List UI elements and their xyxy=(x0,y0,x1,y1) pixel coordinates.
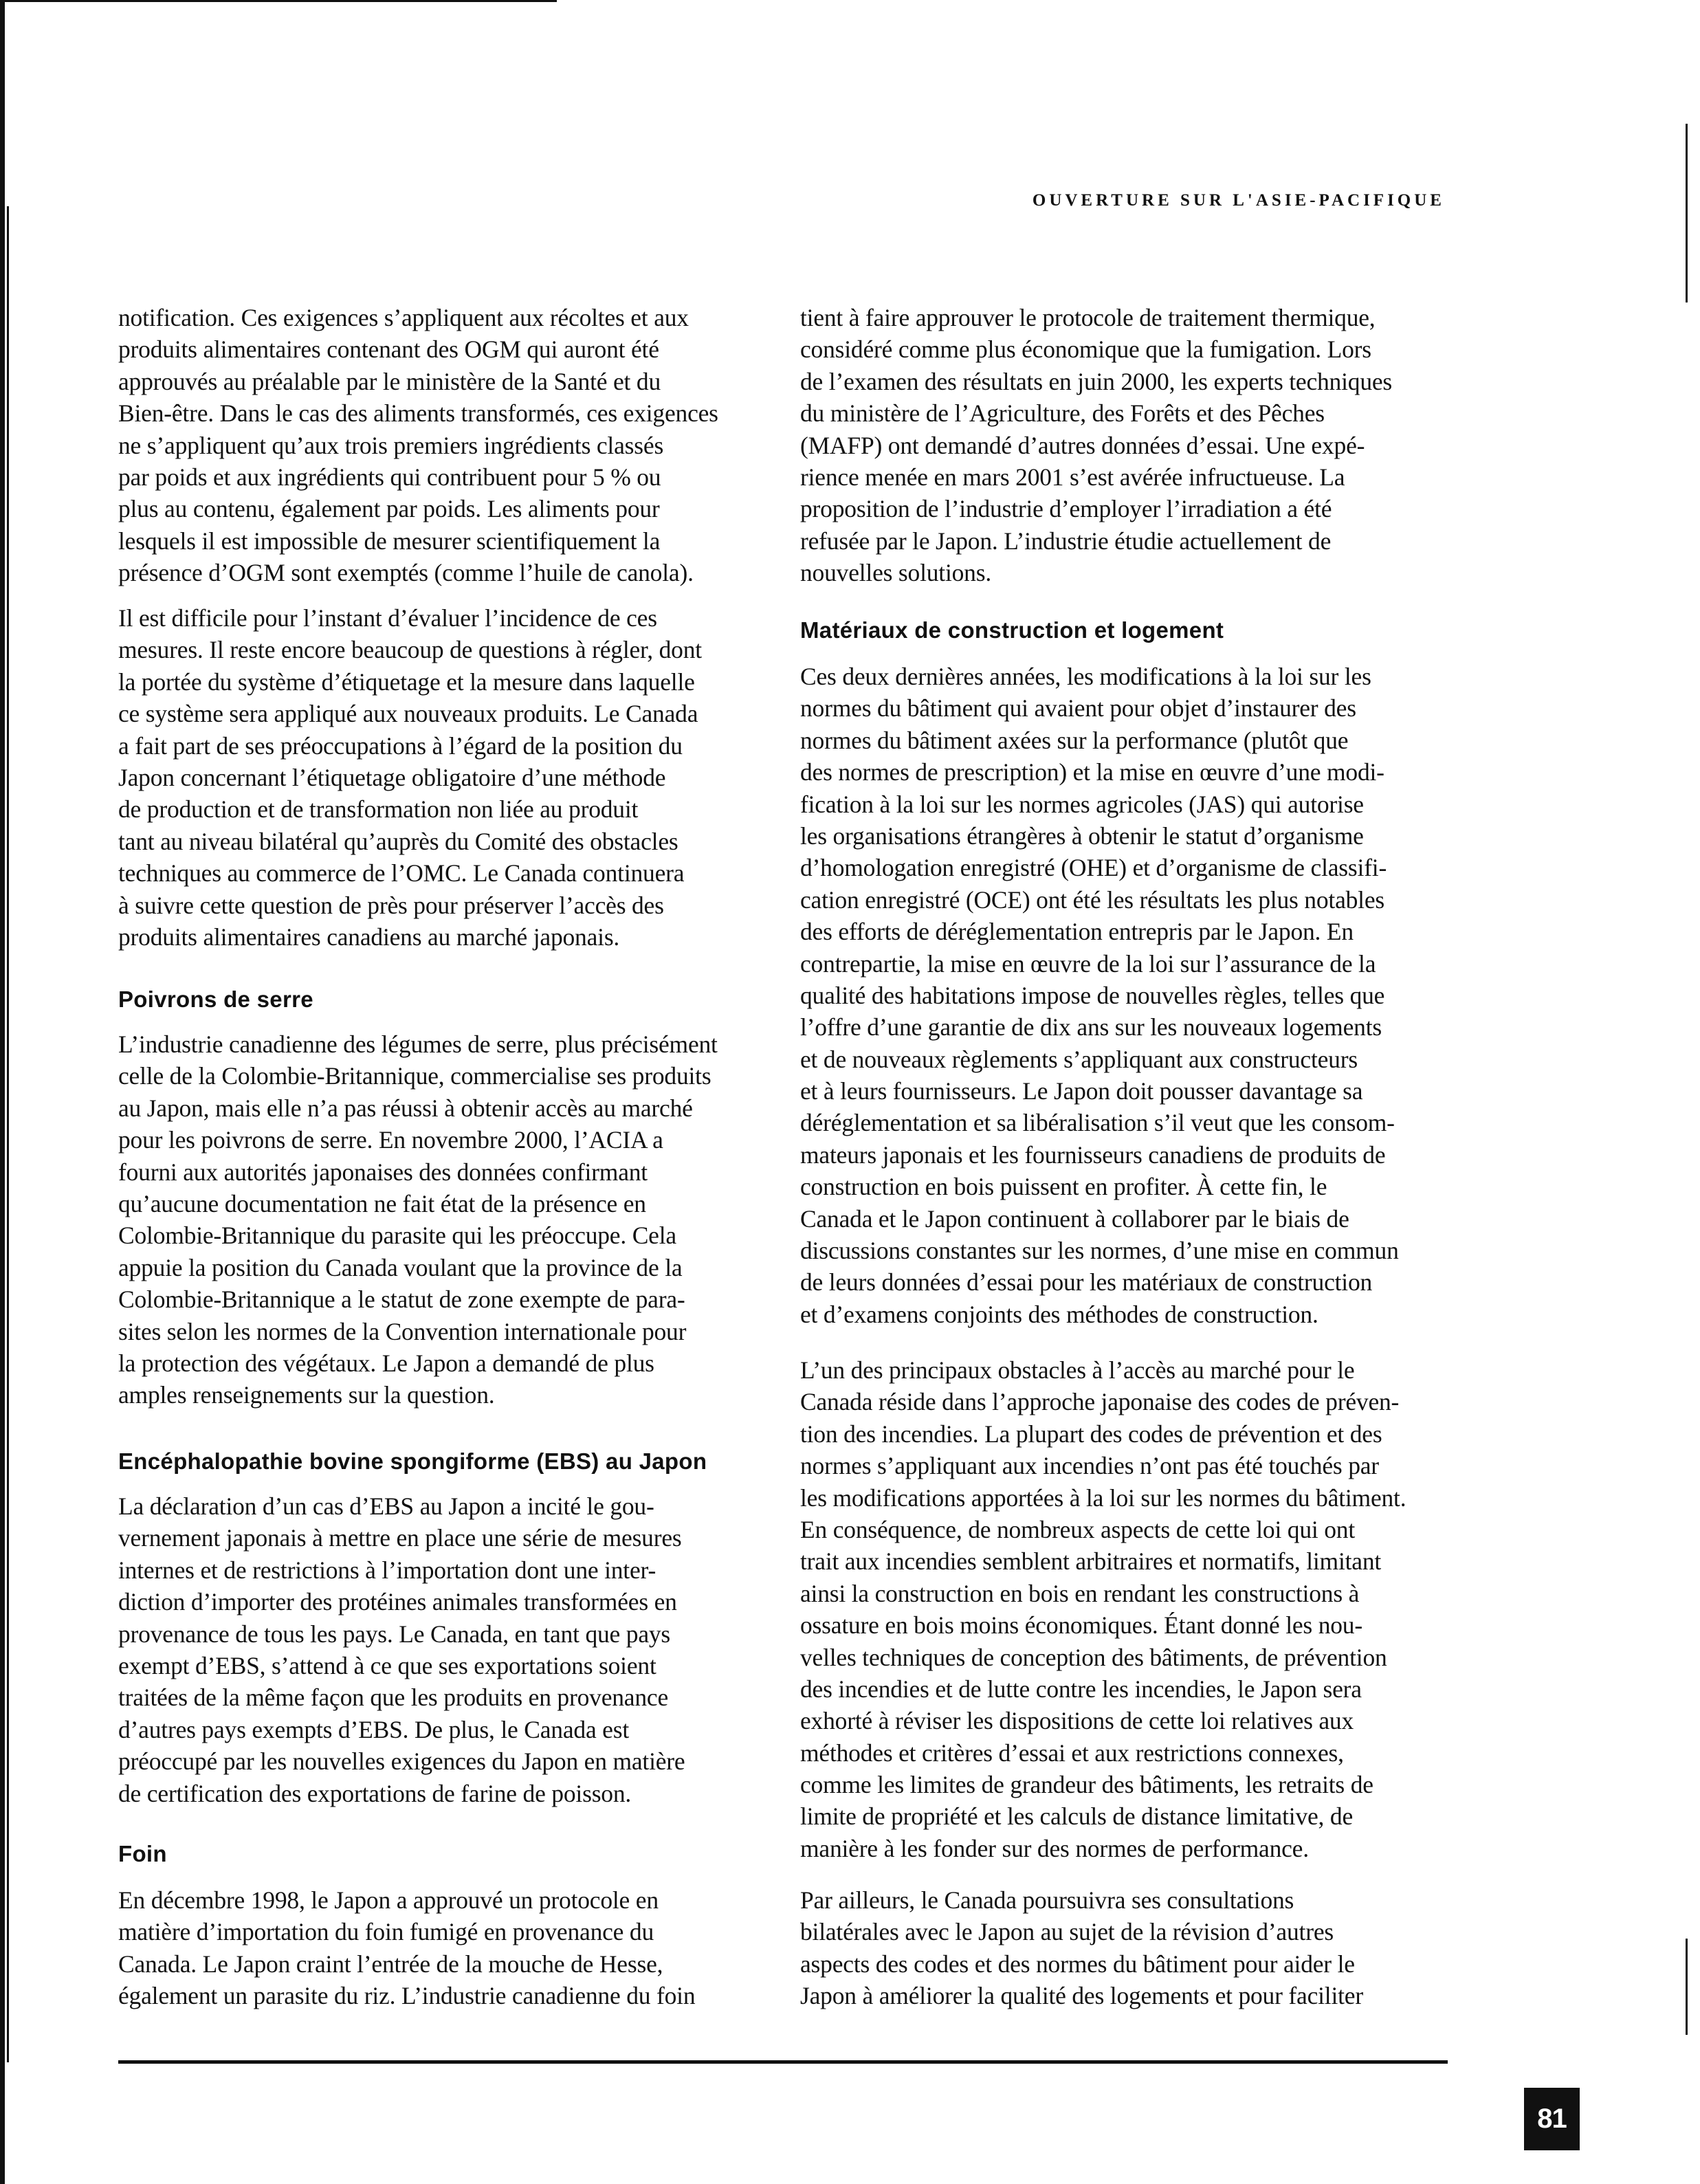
text-line: techniques au commerce de l’OMC. Le Canada continuera xyxy=(118,859,685,887)
paragraph xyxy=(118,1490,778,1809)
text-line: d’homologation enregistré (OHE) et d’organisme de classifi- xyxy=(800,854,1387,882)
text-line: internes et de restrictions à l’importation dont une inter- xyxy=(118,1556,656,1584)
text-line: d’autres pays exempts d’EBS. De plus, le Canada est xyxy=(118,1715,630,1743)
text-line: construction en bois puissent en profiter. À cette fin, le xyxy=(800,1173,1327,1201)
text-line: cation enregistré (OCE) ont été les résultats les plus notables xyxy=(800,885,1385,914)
text-line: ce système sera appliqué aux nouveaux produits. Le Canada xyxy=(118,700,698,728)
text-line: par poids et aux ingrédients qui contribuent pour 5 % ou xyxy=(118,463,661,491)
text-line: vernement japonais à mettre en place une série de mesures xyxy=(118,1524,682,1552)
text-line: pour les poivrons de serre. En novembre 2000, l’ACIA a xyxy=(118,1126,663,1154)
section-heading xyxy=(118,984,778,1015)
text-line: ne s’appliquent qu’aux trois premiers ingrédients classés xyxy=(118,431,664,459)
text-line: tion des incendies. La plupart des codes de prévention et des xyxy=(800,1420,1382,1448)
text-line: des efforts de déréglementation entrepris par le Japon. En xyxy=(800,918,1354,946)
text-line: déréglementation et sa libéralisation s’il veut que les consom- xyxy=(800,1109,1395,1137)
text-line: tient à faire approuver le protocole de traitement thermique, xyxy=(800,304,1376,331)
paragraph xyxy=(118,302,778,589)
heading-text: Matériaux de construction et logement xyxy=(800,617,1224,643)
scan-edge-left-inner xyxy=(7,206,9,2062)
paragraph xyxy=(118,1028,778,1411)
text-line: sites selon les normes de la Convention internationale pour xyxy=(118,1317,687,1345)
text-line: ainsi la construction en bois en rendant les constructions à xyxy=(800,1579,1360,1607)
heading-text: Encéphalopathie bovine spongiforme (EBS) au Japon xyxy=(118,1448,707,1474)
section-heading xyxy=(118,1446,778,1477)
text-line: Japon concernant l’étiquetage obligatoire d’une méthode xyxy=(118,763,666,791)
text-line: L’industrie canadienne des légumes de serre, plus précisément xyxy=(118,1030,718,1058)
text-line: l’offre d’une garantie de dix ans sur les nouveaux logements xyxy=(800,1013,1382,1041)
footer-rule xyxy=(118,2060,1448,2064)
text-line: qu’aucune documentation ne fait état de la présence en xyxy=(118,1189,646,1217)
text-line: de leurs données d’essai pour les matériaux de construction xyxy=(800,1268,1373,1297)
text-line: et à leurs fournisseurs. Le Japon doit pousser davantage sa xyxy=(800,1077,1363,1105)
text-line: En conséquence, de nombreux aspects de cette loi qui ont xyxy=(800,1515,1355,1543)
text-line: contrepartie, la mise en œuvre de la loi sur l’assurance de la xyxy=(800,949,1376,978)
text-line: lesquels il est impossible de mesurer scientifiquement la xyxy=(118,527,661,555)
paragraph xyxy=(800,1354,1460,1864)
text-line: proposition de l’industrie d’employer l’irradiation a été xyxy=(800,495,1332,523)
text-line: Par ailleurs, le Canada poursuivra ses consultations xyxy=(800,1886,1294,1914)
text-line: de l’examen des résultats en juin 2000, les experts techniques xyxy=(800,367,1393,395)
scan-edge-right xyxy=(1686,124,1688,302)
text-line: les organisations étrangères à obtenir le statut d’organisme xyxy=(800,821,1364,850)
text-line: préoccupé par les nouvelles exigences du Japon en matière xyxy=(118,1747,685,1776)
text-line: les modifications apportées à la loi sur les normes du bâtiment. xyxy=(800,1483,1406,1512)
heading-text: Poivrons de serre xyxy=(118,986,313,1012)
text-line: exhorté à réviser les dispositions de cette loi relatives aux xyxy=(800,1707,1354,1735)
text-line: du ministère de l’Agriculture, des Forêts et des Pêches xyxy=(800,399,1325,428)
text-line: fication à la loi sur les normes agricoles (JAS) qui autorise xyxy=(800,790,1364,818)
text-line: normes du bâtiment qui avaient pour objet d’instaurer des xyxy=(800,694,1356,723)
text-line: Il est difficile pour l’instant d’évaluer l’incidence de ces xyxy=(118,604,657,632)
text-line: notification. Ces exigences s’appliquent aux récoltes et aux xyxy=(118,304,689,331)
text-line: présence d’OGM sont exemptés (comme l’huile de canola). xyxy=(118,559,694,587)
text-line: des incendies et de lutte contre les incendies, le Japon sera xyxy=(800,1675,1362,1703)
page-number: 81 xyxy=(1524,2088,1580,2150)
running-head: OUVERTURE SUR L'ASIE-PACIFIQUE xyxy=(1032,191,1445,210)
text-line: appuie la position du Canada voulant que la province de la xyxy=(118,1253,683,1281)
text-line: nouvelles solutions. xyxy=(800,559,992,587)
paragraph xyxy=(800,1884,1460,2012)
scan-edge-top xyxy=(0,0,557,2)
text-line: Colombie-Britannique du parasite qui les préoccupe. Cela xyxy=(118,1222,676,1250)
text-line: plus au contenu, également par poids. Les aliments pour xyxy=(118,495,660,523)
paragraph xyxy=(118,602,778,953)
text-line: de certification des exportations de farine de poisson. xyxy=(118,1779,632,1807)
text-line: celle de la Colombie-Britannique, commercialise ses produits xyxy=(118,1062,711,1090)
text-line: mesures. Il reste encore beaucoup de questions à régler, dont xyxy=(118,636,702,664)
text-line: Canada. Le Japon craint l’entrée de la mouche de Hesse, xyxy=(118,1950,663,1978)
text-line: tant au niveau bilatéral qu’auprès du Comité des obstacles xyxy=(118,827,678,855)
text-line: mateurs japonais et les fournisseurs canadiens de produits de xyxy=(800,1140,1386,1169)
paragraph xyxy=(800,661,1460,1330)
text-line: approuvés au préalable par le ministère de la Santé et du xyxy=(118,367,661,395)
text-line: Colombie-Britannique a le statut de zone exempte de para- xyxy=(118,1286,685,1314)
text-line: ossature en bois moins économiques. Étant donné les nou- xyxy=(800,1611,1362,1640)
scan-edge-left xyxy=(0,0,5,2184)
text-line: amples renseignements sur la question. xyxy=(118,1381,495,1409)
text-line: qualité des habitations impose de nouvelles règles, telles que xyxy=(800,981,1385,1009)
text-line: discussions constantes sur les normes, d’une mise en commun xyxy=(800,1237,1399,1265)
text-line: bilatérales avec le Japon au sujet de la révision d’autres xyxy=(800,1918,1334,1946)
text-line: normes du bâtiment axées sur la performance (plutôt que xyxy=(800,726,1349,754)
text-line: La déclaration d’un cas d’EBS au Japon a incité le gou- xyxy=(118,1492,654,1520)
text-line: la portée du système d’étiquetage et la mesure dans laquelle xyxy=(118,668,695,696)
text-line: des normes de prescription) et la mise en œuvre d’une modi- xyxy=(800,758,1384,786)
text-line: matière d’importation du foin fumigé en provenance du xyxy=(118,1918,654,1946)
text-line: comme les limites de grandeur des bâtiments, les retraits de xyxy=(800,1771,1373,1799)
text-line: refusée par le Japon. L’industrie étudie actuellement de xyxy=(800,527,1332,555)
text-line: produits alimentaires canadiens au marché japonais. xyxy=(118,923,620,951)
paragraph xyxy=(118,1884,778,2012)
text-line: au Japon, mais elle n’a pas réussi à obtenir accès au marché xyxy=(118,1094,693,1122)
text-line: et d’examens conjoints des méthodes de construction. xyxy=(800,1300,1318,1328)
text-line: aspects des codes et des normes du bâtiment pour aider le xyxy=(800,1950,1355,1978)
text-line: fourni aux autorités japonaises des données confirmant xyxy=(118,1158,648,1186)
text-line: En décembre 1998, le Japon a approuvé un protocole en xyxy=(118,1886,659,1914)
text-line: traitées de la même façon que les produits en provenance xyxy=(118,1684,669,1712)
text-line: produits alimentaires contenant des OGM qui auront été xyxy=(118,335,659,364)
text-line: rience menée en mars 2001 s’est avérée infructueuse. La xyxy=(800,463,1345,491)
text-line: velles techniques de conception des bâtiments, de prévention xyxy=(800,1643,1387,1671)
text-line: Bien-être. Dans le cas des aliments transformés, ces exigences xyxy=(118,399,718,428)
text-line: considéré comme plus économique que la fumigation. Lors xyxy=(800,335,1371,364)
text-line: exempt d’EBS, s’attend à ce que ses exportations soient xyxy=(118,1651,656,1679)
text-line: manière à les fonder sur des normes de performance. xyxy=(800,1834,1309,1862)
heading-text: Foin xyxy=(118,1841,167,1866)
text-line: à suivre cette question de près pour préserver l’accès des xyxy=(118,891,664,919)
text-line: (MAFP) ont demandé d’autres données d’essai. Une expé- xyxy=(800,431,1365,459)
text-line: Canada réside dans l’approche japonaise des codes de préven- xyxy=(800,1388,1400,1416)
text-line: L’un des principaux obstacles à l’accès au marché pour le xyxy=(800,1356,1355,1384)
text-line: également un parasite du riz. L’industrie canadienne du foin xyxy=(118,1982,696,2010)
text-line: et de nouveaux règlements s’appliquant aux constructeurs xyxy=(800,1045,1358,1073)
text-line: trait aux incendies semblent arbitraires et normatifs, limitant xyxy=(800,1547,1382,1576)
text-line: normes s’appliquant aux incendies n’ont pas été touchés par xyxy=(800,1452,1379,1480)
text-line: diction d’importer des protéines animales transformées en xyxy=(118,1588,677,1616)
text-line: a fait part de ses préoccupations à l’égard de la position du xyxy=(118,731,683,760)
section-heading xyxy=(118,1838,778,1870)
text-line: la protection des végétaux. Le Japon a demandé de plus xyxy=(118,1349,654,1377)
section-heading xyxy=(800,615,1460,646)
text-line: de production et de transformation non liée au produit xyxy=(118,795,639,824)
scan-edge-right-lower xyxy=(1686,1939,1688,2035)
text-line: Canada et le Japon continuent à collaborer par le biais de xyxy=(800,1204,1349,1233)
text-line: Japon à améliorer la qualité des logements et pour faciliter xyxy=(800,1982,1363,2010)
paragraph xyxy=(800,302,1460,589)
text-line: limite de propriété et les calculs de distance limitative, de xyxy=(800,1802,1354,1831)
text-line: méthodes et critères d’essai et aux restrictions connexes, xyxy=(800,1739,1344,1767)
text-line: provenance de tous les pays. Le Canada, en tant que pays xyxy=(118,1620,671,1648)
text-line: Ces deux dernières années, les modifications à la loi sur les xyxy=(800,663,1371,690)
